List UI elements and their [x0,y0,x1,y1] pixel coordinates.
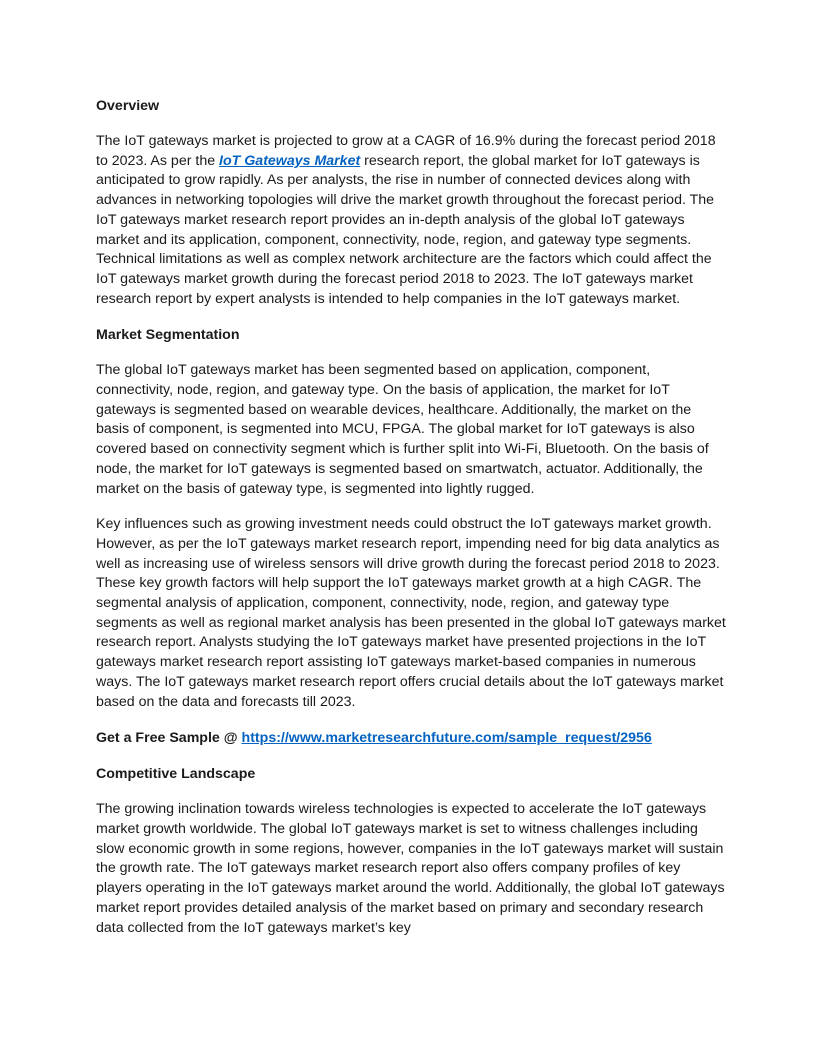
overview-paragraph [96,132,726,309]
segmentation-paragraph-1: The global IoT gateways market has been segmented based on application, component, connectivity, node, region, and gateway type. On the basis of application, the market for IoT gateways is segmented based on wearable devices, healthcare. Additionally, the market on the basis of component, is segmented into MCU, FPGA. The global market for IoT gateways is also covered based on connectivity segment which is further split into Wi-Fi, Bluetooth. On the basis of node, the market for IoT gateways is segmented based on smartwatch, actuator. Additionally, the market on the basis of gateway type, is segmented into lightly rugged. [96,362,709,497]
iot-gateways-market-link[interactable]: IoT Gateways Market [219,152,361,169]
sample-request-link[interactable]: https://www.marketresearchfuture.com/sample_request/2956 [241,730,652,747]
overview-text-part2: research report, the global market for IoT gateways is anticipated to grow rapidly. As per analysts, the rise in number of connected devices along with advances in networking topologies will drive the market growth throughout the forecast period. The IoT gateways market research report provides an in-depth analysis of the global IoT gateways market and its application, component, connectivity, node, region, and gateway type segments. Technical limitations as well as complex network architecture are the factors which could affect the IoT gateways market growth during the forecast period 2018 to 2023. The IoT gateways market research report by expert analysts is intended to help companies in the IoT gateways market. [96,152,715,307]
competitive-heading: Competitive Landscape [96,766,256,783]
overview-text-part1: The IoT gateways market is projected to grow at a CAGR of 16.9% during the forecast period 2018 to 2023. As per the [96,133,716,169]
free-sample-line [96,728,726,748]
free-sample-label: Get a Free Sample @ [96,730,242,747]
competitive-paragraph: The growing inclination towards wireless technologies is expected to accelerate the IoT gateways market growth worldwide. The global IoT gateways market is set to witness challenges including slow economic growth in some regions, however, companies in the IoT gateways market will sustain the growth rate. The IoT gateways market research report also offers company profiles of key players operating in the IoT gateways market around the world. Additionally, the global IoT gateways market report provides detailed analysis of the market based on primary and secondary research data collected from the IoT gateways market’s key [96,801,725,936]
segmentation-heading: Market Segmentation [96,327,240,344]
segmentation-paragraph-2: Key influences such as growing investment needs could obstruct the IoT gateways market growth. However, as per the IoT gateways market research report, impending need for big data analytics as well as increasing use of wireless sensors will drive growth during the forecast period 2018 to 2023. These key growth factors will help support the IoT gateways market growth at a high CAGR. The segmental analysis of application, component, connectivity, node, region, and gateway type segments as well as regional market analysis has been presented in the global IoT gateways market research report. Analysts studying the IoT gateways market have presented projections in the IoT gateways market research report assisting IoT gateways market-based companies in numerous ways. The IoT gateways market research report offers crucial details about the IoT gateways market based on the data and forecasts till 2023. [96,516,726,710]
document-page [96,96,726,954]
overview-heading: Overview [96,98,160,114]
